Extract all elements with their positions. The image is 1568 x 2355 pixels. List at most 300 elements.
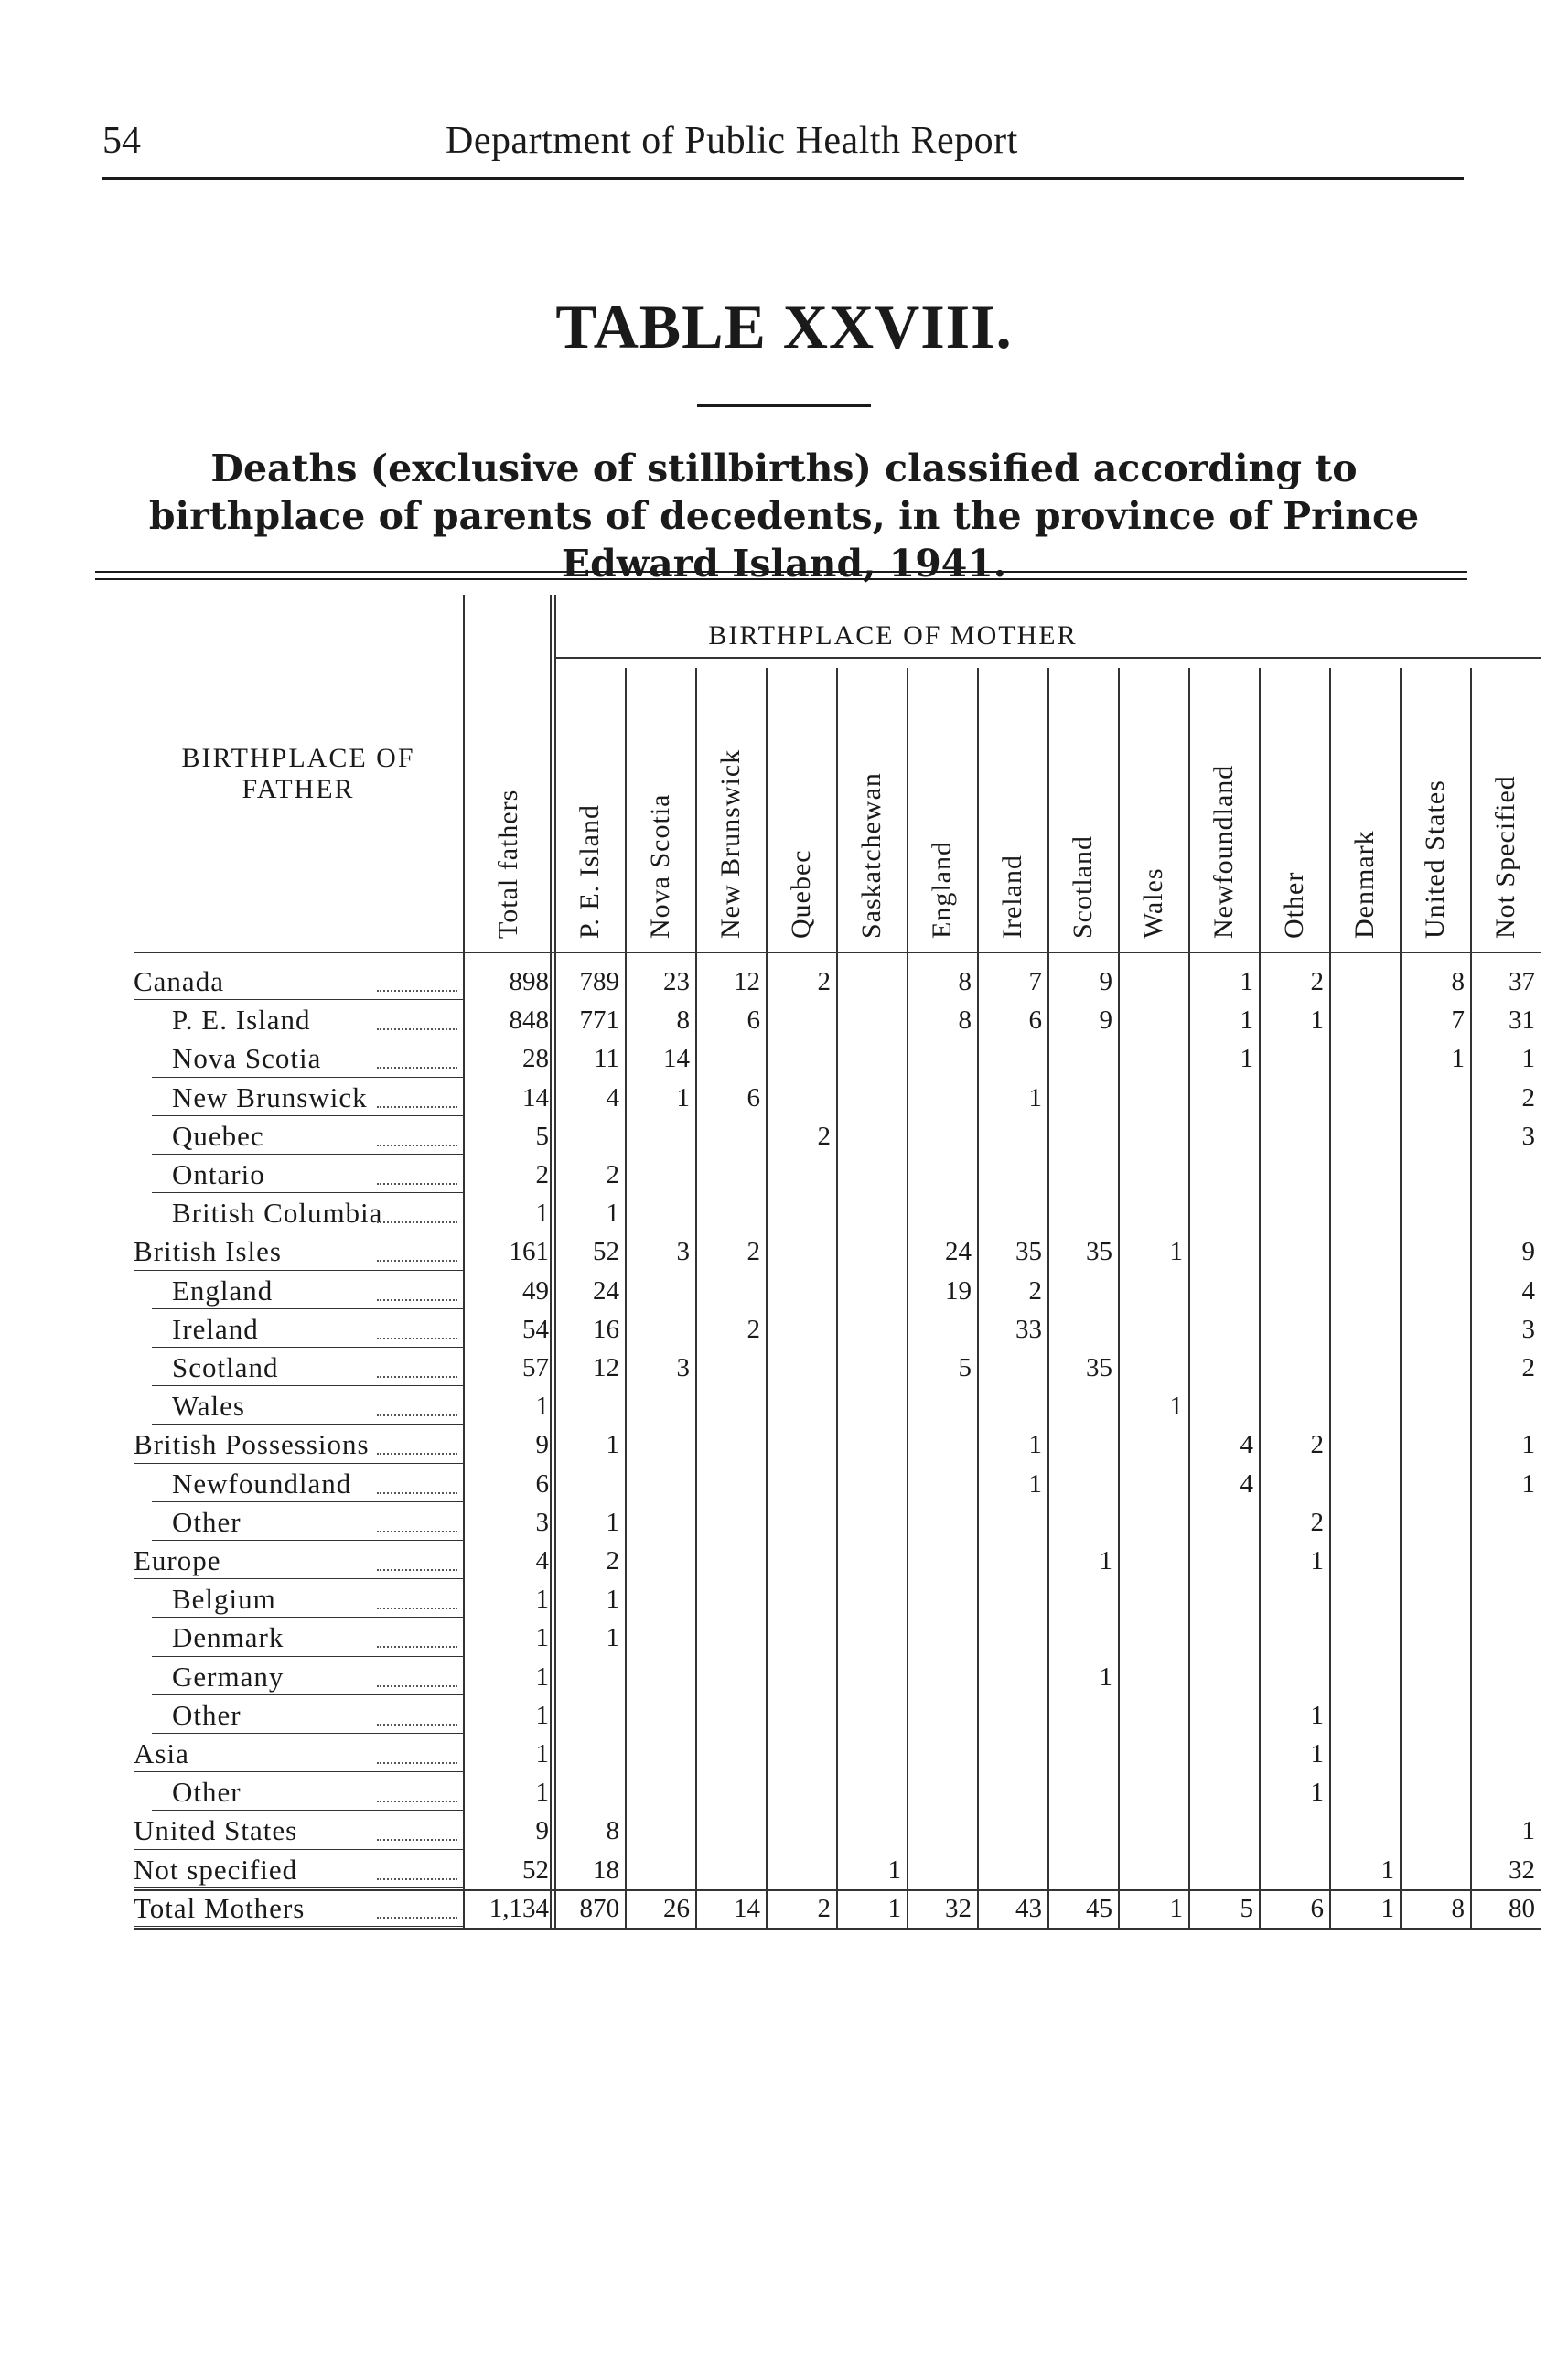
dot-leader [377, 1028, 457, 1030]
column-header: Scotland [1067, 835, 1098, 939]
table-cell [1047, 1387, 1118, 1425]
table-cell [625, 1465, 695, 1503]
row-label: Other [172, 1698, 242, 1731]
table-cell [836, 1310, 907, 1349]
dot-leader [377, 1608, 457, 1609]
table-cell [1329, 1658, 1400, 1696]
row-rule [152, 1115, 463, 1116]
table-cell: 4 [606, 1082, 619, 1113]
table-cell [1329, 1117, 1400, 1156]
table-cell [1188, 1735, 1259, 1773]
mother-birthplace-header: BIRTHPLACE OF MOTHER [708, 620, 1078, 651]
table-cell [1118, 1079, 1188, 1117]
table-cell: 2 [606, 1160, 619, 1189]
table-cell [1329, 1465, 1400, 1503]
table-cell: 1 [535, 1585, 549, 1615]
table-cell [1470, 1696, 1541, 1735]
table-cell: 1 [1169, 1237, 1183, 1267]
table-cell: 8 [1451, 967, 1465, 996]
mother-header-rule [554, 657, 1541, 659]
table-title: TABLE XXVIII. [555, 292, 1013, 361]
table-cell [625, 1387, 695, 1425]
table-cell [1329, 1580, 1400, 1618]
table-cell [836, 1039, 907, 1078]
table-cell [1188, 1696, 1259, 1735]
table-cell: 4 [535, 1546, 549, 1575]
dot-leader [377, 1531, 457, 1532]
table-cell [695, 1696, 766, 1735]
table-cell [1400, 1079, 1470, 1117]
table-cell [1400, 1580, 1470, 1618]
table-cell [907, 1696, 977, 1735]
table-cell: 898 [509, 967, 549, 996]
table-cell [1188, 1658, 1259, 1696]
table-cell [836, 1194, 907, 1232]
table-cell: 2 [606, 1546, 619, 1575]
table-cell [766, 1079, 836, 1117]
table-cell [907, 1812, 977, 1850]
table-cell: 1 [1521, 1816, 1535, 1846]
dot-leader [377, 1338, 457, 1339]
table-cell [836, 1580, 907, 1618]
table-cell [907, 1851, 977, 1889]
table-cell [1259, 1658, 1329, 1696]
table-cell [695, 1039, 766, 1078]
table-cell: 43 [1015, 1893, 1042, 1923]
column-header: P. E. Island [574, 804, 605, 939]
table-cell [1400, 1503, 1470, 1542]
table-cell: 1 [535, 1392, 549, 1422]
row-label: Not specified [134, 1853, 298, 1886]
table-cell: 1 [1521, 1044, 1535, 1074]
table-cell [1329, 1272, 1400, 1310]
table-cell [1329, 1773, 1400, 1812]
dot-leader [377, 1762, 457, 1764]
table-cell: 1 [1240, 1044, 1253, 1074]
table-cell: 23 [663, 967, 690, 996]
table-cell: 2 [1521, 1082, 1535, 1113]
table-cell: 1 [1310, 1739, 1324, 1769]
table-cell: 14 [663, 1044, 690, 1074]
table-cell [1118, 962, 1188, 1001]
table-cell: 6 [1028, 1005, 1042, 1036]
table-cell [907, 1425, 977, 1464]
table-cell [1329, 1156, 1400, 1194]
column-header: Nova Scotia [644, 793, 675, 939]
table-cell [766, 1658, 836, 1696]
table-cell: 161 [509, 1237, 549, 1267]
table-cell [695, 1773, 766, 1812]
table-cell [977, 1503, 1047, 1542]
table-cell: 45 [1086, 1893, 1112, 1923]
table-cell [1400, 1349, 1470, 1387]
table-cell: 2 [746, 1314, 760, 1344]
table-cell: 8 [958, 967, 972, 996]
row-rule [134, 1926, 463, 1927]
row-label: P. E. Island [172, 1004, 311, 1037]
table-cell [554, 1465, 625, 1503]
table-cell [977, 1580, 1047, 1618]
table-cell: 1 [606, 1430, 619, 1460]
table-cell: 1 [887, 1893, 901, 1923]
table-cell [1188, 1580, 1259, 1618]
dot-leader [377, 1299, 457, 1301]
table-cell [977, 1735, 1047, 1773]
dot-leader [377, 1221, 457, 1223]
table-cell [1188, 1387, 1259, 1425]
table-cell [1259, 1465, 1329, 1503]
table-cell [1470, 1542, 1541, 1580]
table-cell [625, 1117, 695, 1156]
table-cell [695, 1658, 766, 1696]
table-cell [1188, 1117, 1259, 1156]
row-label: England [172, 1274, 274, 1307]
table-cell: 9 [1099, 1005, 1112, 1036]
table-cell [1118, 1618, 1188, 1657]
table-cell [836, 1812, 907, 1850]
table-cell [625, 1425, 695, 1464]
table-cell [1118, 1272, 1188, 1310]
table-cell [766, 1156, 836, 1194]
column-header: Quebec [785, 849, 816, 939]
table-cell [695, 1194, 766, 1232]
table-cell [1400, 1542, 1470, 1580]
table-cell: 52 [522, 1855, 549, 1885]
table-cell [836, 1735, 907, 1773]
table-cell [1470, 1773, 1541, 1812]
column-header: Saskatchewan [855, 772, 886, 939]
table-cell: 2 [817, 967, 831, 996]
table-cell [1188, 1618, 1259, 1657]
table-cell [1188, 1542, 1259, 1580]
page-number: 54 [102, 120, 141, 162]
table-cell [1400, 1387, 1470, 1425]
table-cell [1400, 1272, 1470, 1310]
dot-leader [377, 1878, 457, 1880]
table-cell [977, 1156, 1047, 1194]
table-cell [1188, 1156, 1259, 1194]
table-cell [1329, 1618, 1400, 1657]
table-cell: 1 [535, 1739, 549, 1769]
table-cell: 2 [1028, 1275, 1042, 1306]
table-cell [1470, 1618, 1541, 1657]
table-cell [1329, 1079, 1400, 1117]
table-cell [695, 1503, 766, 1542]
row-label: Wales [172, 1390, 245, 1423]
table-cell [836, 962, 907, 1001]
table-cell [625, 1580, 695, 1618]
table-cell: 2 [535, 1160, 549, 1189]
row-rule [152, 1694, 463, 1695]
row-rule [152, 1077, 463, 1078]
table-cell: 8 [606, 1816, 619, 1846]
table-cell: 8 [958, 1005, 972, 1036]
table-cell: 24 [593, 1275, 619, 1306]
table-cell [766, 1773, 836, 1812]
table-cell [695, 1272, 766, 1310]
dot-leader [377, 1067, 457, 1069]
table-cell [1400, 1618, 1470, 1657]
table-cell [1329, 1310, 1400, 1349]
table-cell [766, 1812, 836, 1850]
table-cell [1400, 1194, 1470, 1232]
table-cell [1047, 1503, 1118, 1542]
row-label: Other [172, 1505, 242, 1538]
father-birthplace-header: BIRTHPLACE OF FATHER [181, 743, 415, 804]
table-cell: 1 [1240, 967, 1253, 996]
table-cell [977, 1542, 1047, 1580]
table-cell [907, 1465, 977, 1503]
table-cell [1400, 1851, 1470, 1889]
column-header: England [926, 841, 957, 939]
table-cell [1400, 1465, 1470, 1503]
table-cell: 1 [1310, 1546, 1324, 1575]
row-rule [152, 1308, 463, 1309]
table-cell [907, 1079, 977, 1117]
table-cell [766, 1194, 836, 1232]
table-cell [1118, 1851, 1188, 1889]
table-cell [766, 1696, 836, 1735]
table-cell [1329, 1349, 1400, 1387]
column-header: Wales [1137, 867, 1168, 939]
table-cell [695, 1117, 766, 1156]
table-cell: 14 [522, 1082, 549, 1113]
table-cell [1118, 1812, 1188, 1850]
table-cell: 1 [1310, 1005, 1324, 1036]
table-cell [625, 1773, 695, 1812]
dot-leader [377, 1801, 457, 1802]
table-cell: 1 [1521, 1430, 1535, 1460]
table-cell [907, 1542, 977, 1580]
column-header: New Brunswick [714, 748, 746, 939]
table-cell [625, 1735, 695, 1773]
table-cell [1047, 1194, 1118, 1232]
table-cell: 28 [522, 1044, 549, 1074]
table-cell [695, 1156, 766, 1194]
dot-leader [377, 1724, 457, 1726]
row-label: Other [172, 1776, 242, 1809]
dot-leader [377, 1685, 457, 1687]
table-cell: 1 [1169, 1893, 1183, 1923]
table-cell [836, 1658, 907, 1696]
table-subtitle: Deaths (exclusive of stillbirths) classified according to birthplace of parents of decedents, in the province of Prince Edward Island, 1941. [148, 446, 1420, 586]
table-cell [766, 1465, 836, 1503]
table-cell [695, 1542, 766, 1580]
table-cell [1470, 1156, 1541, 1194]
table-cell: 3 [1521, 1314, 1535, 1344]
table-cell [1259, 1851, 1329, 1889]
table-cell [1329, 1696, 1400, 1735]
table-cell: 33 [1015, 1314, 1042, 1344]
row-label: Ontario [172, 1158, 265, 1190]
dot-leader [377, 1145, 457, 1146]
table-cell [1118, 1465, 1188, 1503]
table-cell [766, 1387, 836, 1425]
table-cell: 789 [579, 967, 619, 996]
table-cell [1470, 1503, 1541, 1542]
row-rule [134, 1463, 463, 1464]
table-cell [695, 1618, 766, 1657]
table-cell [1188, 1773, 1259, 1812]
table-cell [1329, 1194, 1400, 1232]
row-rule [152, 1656, 463, 1657]
table-cell [1470, 1735, 1541, 1773]
row-rule [152, 1617, 463, 1618]
table-cell [695, 1735, 766, 1773]
table-cell: 18 [593, 1855, 619, 1885]
table-cell: 4 [1240, 1430, 1253, 1460]
dot-leader [377, 1492, 457, 1494]
table-cell [907, 1194, 977, 1232]
table-cell [766, 1272, 836, 1310]
table-cell [1329, 1542, 1400, 1580]
table-cell: 1 [535, 1623, 549, 1653]
table-cell [907, 1310, 977, 1349]
table-cell: 2 [1521, 1353, 1535, 1382]
table-cell [625, 1851, 695, 1889]
table-cell [836, 1117, 907, 1156]
table-cell [1259, 1194, 1329, 1232]
table-cell [1470, 1194, 1541, 1232]
table-cell [766, 1232, 836, 1271]
row-label: Newfoundland [172, 1467, 352, 1500]
table-cell: 4 [1521, 1275, 1535, 1306]
table-cell: 3 [676, 1237, 690, 1267]
table-cell [554, 1117, 625, 1156]
table-cell [1400, 1232, 1470, 1271]
table-cell [695, 1349, 766, 1387]
table-cell [1400, 1310, 1470, 1349]
table-cell: 7 [1028, 967, 1042, 996]
table-cell [977, 1039, 1047, 1078]
table-cell: 35 [1086, 1237, 1112, 1267]
table-cell [1047, 1425, 1118, 1464]
table-cell: 1 [606, 1623, 619, 1653]
row-label: British Columbia [172, 1197, 383, 1230]
table-cell [836, 1156, 907, 1194]
table-cell [1118, 1039, 1188, 1078]
double-rule [95, 571, 1467, 580]
table-cell [1400, 1156, 1470, 1194]
table-cell [907, 1387, 977, 1425]
table-cell [1047, 1272, 1118, 1310]
table-cell [695, 1851, 766, 1889]
table-cell: 870 [579, 1893, 619, 1923]
table-cell [907, 1117, 977, 1156]
table-cell [1188, 1079, 1259, 1117]
dot-leader [377, 1106, 457, 1108]
table-cell [836, 1696, 907, 1735]
table-cell: 5 [958, 1353, 972, 1382]
table-cell [1047, 1156, 1118, 1194]
table-cell [766, 1503, 836, 1542]
table-cell [1188, 1851, 1259, 1889]
row-label: Quebec [172, 1119, 264, 1152]
table-cell [1259, 1272, 1329, 1310]
row-rule [152, 1733, 463, 1734]
table-cell: 2 [1310, 1507, 1324, 1537]
table-cell [907, 1156, 977, 1194]
table-cell: 3 [535, 1507, 549, 1537]
table-cell [1400, 1117, 1470, 1156]
table-cell: 35 [1015, 1237, 1042, 1267]
table-cell [1259, 1387, 1329, 1425]
table-cell: 9 [1521, 1237, 1535, 1267]
table-cell [907, 1773, 977, 1812]
table-cell [554, 1696, 625, 1735]
row-rule [152, 1501, 463, 1502]
table-cell [1047, 1580, 1118, 1618]
table-cell [836, 1349, 907, 1387]
table-cell: 80 [1509, 1893, 1535, 1923]
table-cell: 57 [522, 1353, 549, 1382]
table-cell [1188, 1812, 1259, 1850]
table-cell [1118, 1580, 1188, 1618]
table-cell: 54 [522, 1314, 549, 1344]
table-cell: 8 [1451, 1893, 1465, 1923]
table-cell: 37 [1509, 967, 1535, 996]
row-rule [134, 1771, 463, 1772]
table-cell: 12 [734, 967, 760, 996]
table-cell: 1 [1380, 1855, 1394, 1885]
row-label: United States [134, 1814, 298, 1847]
table-cell: 1 [887, 1855, 901, 1885]
table-cell: 19 [945, 1275, 972, 1306]
table-cell [766, 1735, 836, 1773]
table-cell [625, 1503, 695, 1542]
table-cell [625, 1542, 695, 1580]
dot-leader [377, 1569, 457, 1571]
table-cell [1259, 1580, 1329, 1618]
table-cell [836, 1425, 907, 1464]
table-cell [766, 1001, 836, 1039]
table-cell [1259, 1079, 1329, 1117]
row-label: Europe [134, 1544, 221, 1576]
table-cell [1329, 1039, 1400, 1078]
table-cell: 8 [676, 1005, 690, 1036]
table-cell: 1 [1380, 1893, 1394, 1923]
table-cell [977, 1618, 1047, 1657]
table-cell: 1 [606, 1199, 619, 1229]
table-cell [1188, 1503, 1259, 1542]
table-cell [766, 1542, 836, 1580]
table-cell: 9 [535, 1816, 549, 1846]
column-header: Newfoundland [1208, 764, 1239, 939]
table-cell: 9 [1099, 967, 1112, 996]
table-cell [766, 1310, 836, 1349]
table-cell [1118, 1156, 1188, 1194]
table-cell [836, 1542, 907, 1580]
table-cell [766, 1618, 836, 1657]
table-cell: 4 [1240, 1468, 1253, 1499]
table-cell [1259, 1618, 1329, 1657]
table-cell: 6 [1310, 1893, 1324, 1923]
dot-leader [377, 1646, 457, 1648]
table-cell [766, 1349, 836, 1387]
table-cell [554, 1658, 625, 1696]
table-cell [1047, 1735, 1118, 1773]
table-cell [554, 1735, 625, 1773]
table-cell [1259, 1349, 1329, 1387]
table-cell: 2 [817, 1121, 831, 1151]
table-cell [695, 1812, 766, 1850]
table-cell [977, 1387, 1047, 1425]
table-cell [1047, 1117, 1118, 1156]
row-rule [152, 1810, 463, 1811]
table-cell [1047, 1696, 1118, 1735]
table-cell [1188, 1310, 1259, 1349]
table-cell: 2 [817, 1893, 831, 1923]
